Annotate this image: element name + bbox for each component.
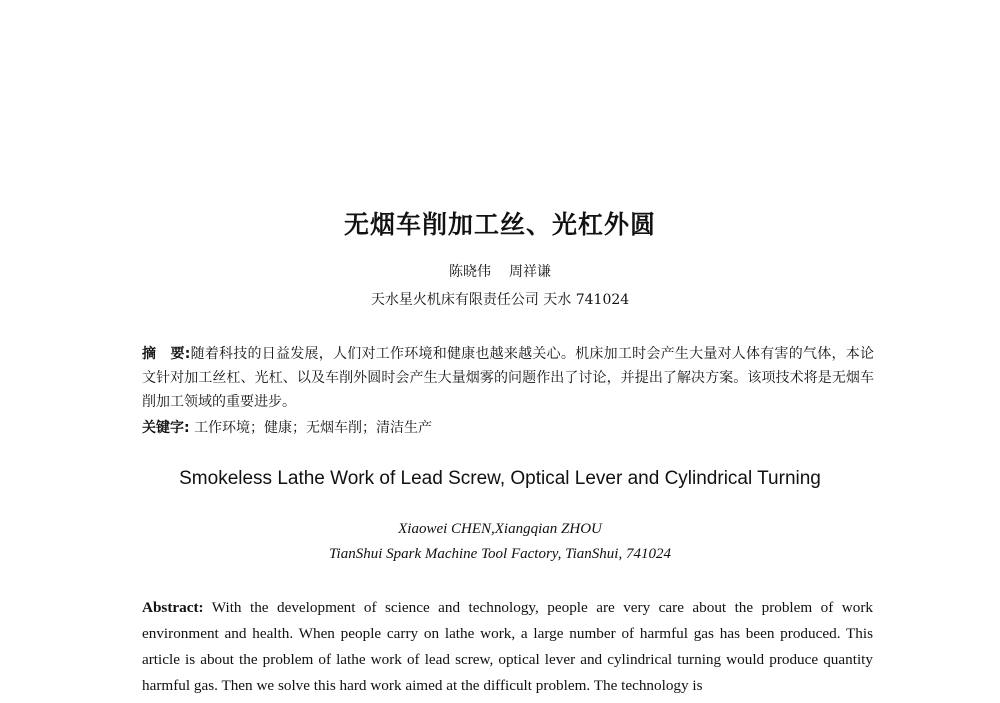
english-abstract-text: With the development of science and technology, people are very care about the problem of work environment and health. When people carry on lathe work, a large number of harmful gas has been produced. This article is about the problem of lathe work of lead screw, optical lever and cylindrical turning would produce quantity harmful gas. Then we solve this hard work aimed at the difficult problem. The technology is (142, 599, 873, 694)
english-authors: Xiaowei CHEN,Xiangqian ZHOU (398, 521, 602, 537)
author-name: 周祥谦 (509, 264, 551, 280)
english-abstract-label: Abstract: (142, 599, 204, 616)
chinese-title: 无烟车削加工丝、光杠外圆 (343, 210, 656, 239)
chinese-authors (0, 261, 1000, 281)
chinese-abstract (142, 342, 874, 414)
chinese-affiliation: 天水星火机床有限责任公司 天水 741024 (370, 292, 630, 308)
author-name: 陈晓伟 (449, 264, 491, 280)
english-title: Smokeless Lathe Work of Lead Screw, Optical Lever and Cylindrical Turning (179, 468, 821, 489)
chinese-keywords-label: 关键字: (142, 420, 190, 436)
english-abstract (142, 595, 873, 699)
english-affiliation: TianShui Spark Machine Tool Factory, TianShui, 741024 (329, 546, 671, 562)
chinese-keywords (142, 416, 874, 440)
chinese-abstract-label: 摘 要: (142, 346, 191, 362)
chinese-abstract-text: 随着科技的日益发展，人们对工作环境和健康也越来越关心。机床加工时会产生大量对人体有害的气体，本论文针对加工丝杠、光杠、以及车削外圆时会产生大量烟雾的问题作出了讨论，并提出了解决方案。该项技术将是无烟车削加工领域的重要进步。 (142, 346, 874, 410)
chinese-keywords-text: 工作环境；健康；无烟车削；清洁生产 (194, 420, 433, 436)
